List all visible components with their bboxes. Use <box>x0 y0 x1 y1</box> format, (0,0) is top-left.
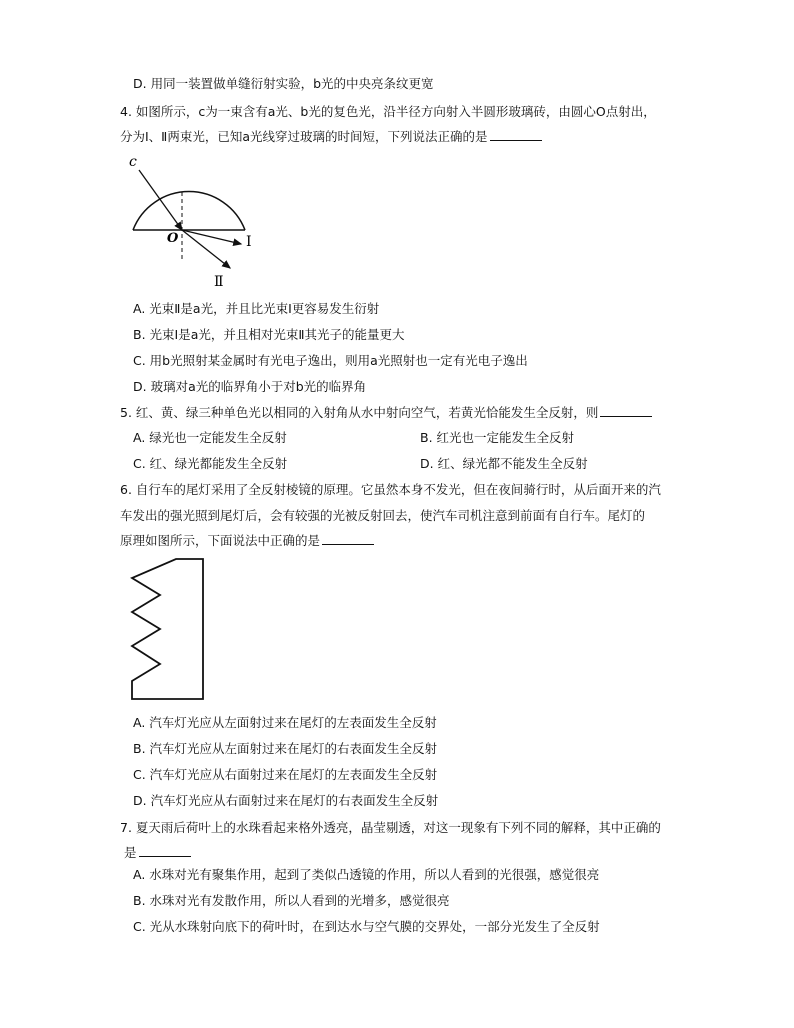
q4-option-d: D. 玻璃对a光的临界角小于对b光的临界角 <box>133 379 367 394</box>
q4-option-b: B. 光束Ⅰ是a光，并且相对光束Ⅱ其光子的能量更大 <box>133 327 405 342</box>
q6-option-d: D. 汽车灯光应从右面射过来在尾灯的右表面发生全反射 <box>133 793 439 808</box>
q5-option-b: B. 红光也一定能发生全反射 <box>420 430 575 445</box>
semicircle-arc <box>133 192 245 230</box>
tail-light-prism-figure <box>128 556 208 706</box>
q3-option-d: D. 用同一装置做单缝衍射实验，b光的中央亮条纹更宽 <box>133 76 434 91</box>
q5-stem: 5. 红、黄、绿三种单色光以相同的入射角从水中射向空气，若黄光恰能发生全反射，则 <box>120 405 599 420</box>
semicircle-glass-figure <box>125 150 275 290</box>
answer-blank <box>490 128 542 141</box>
q6-option-a: A. 汽车灯光应从左面射过来在尾灯的左表面发生全反射 <box>133 715 437 730</box>
q7-option-a: A. 水珠对光有聚集作用，起到了类似凸透镜的作用，所以人看到的光很强，感觉很亮 <box>133 867 600 882</box>
label-c: c <box>129 154 137 170</box>
q7-option-c: C. 光从水珠射向底下的荷叶时，在到达水与空气膜的交界处，一部分光发生了全反射 <box>133 919 600 934</box>
label-ii: Ⅱ <box>214 274 224 290</box>
q6-option-b: B. 汽车灯光应从左面射过来在尾灯的右表面发生全反射 <box>133 741 438 756</box>
answer-blank <box>322 532 374 545</box>
q5-option-d: D. 红、绿光都不能发生全反射 <box>420 456 588 471</box>
answer-blank <box>139 844 191 857</box>
q4-option-a: A. 光束Ⅱ是a光，并且比光束Ⅰ更容易发生衍射 <box>133 301 380 316</box>
label-o: O <box>167 231 179 246</box>
q5-option-c: C. 红、绿光都能发生全反射 <box>133 456 288 471</box>
answer-blank <box>600 404 652 417</box>
q6-stem-line3: 原理如图所示，下面说法中正确的是 <box>120 533 321 548</box>
q5-option-a: A. 绿光也一定能发生全反射 <box>133 430 287 445</box>
label-i: Ⅰ <box>246 234 252 250</box>
q7-stem-line1: 7. 夏天雨后荷叶上的水珠看起来格外透亮，晶莹剔透，对这一现象有下列不同的解释，其中正确的 <box>120 820 661 835</box>
incident-ray-c <box>139 170 182 230</box>
q6-stem-line2: 车发出的强光照到尾灯后，会有较强的光被反射回去，使汽车司机注意到前面有自行车。尾灯的 <box>120 508 646 523</box>
q4-stem-line2: 分为Ⅰ、Ⅱ两束光，已知a光线穿过玻璃的时间短，下列说法正确的是 <box>120 129 488 144</box>
q7-option-b: B. 水珠对光有发散作用，所以人看到的光增多，感觉很亮 <box>133 893 450 908</box>
q7-stem-line2: 是 <box>124 845 137 860</box>
q6-option-c: C. 汽车灯光应从右面射过来在尾灯的左表面发生全反射 <box>133 767 438 782</box>
prism-outline <box>132 559 203 699</box>
q6-stem-line1: 6. 自行车的尾灯采用了全反射棱镜的原理。它虽然本身不发光，但在夜间骑行时，从后面开来的汽 <box>120 482 661 497</box>
q4-option-c: C. 用b光照射某金属时有光电子逸出，则用a光照射也一定有光电子逸出 <box>133 353 528 368</box>
q4-stem-line1: 4. 如图所示，c为一束含有a光、b光的复色光，沿半径方向射入半圆形玻璃砖，由圆心O点射出， <box>120 104 656 119</box>
